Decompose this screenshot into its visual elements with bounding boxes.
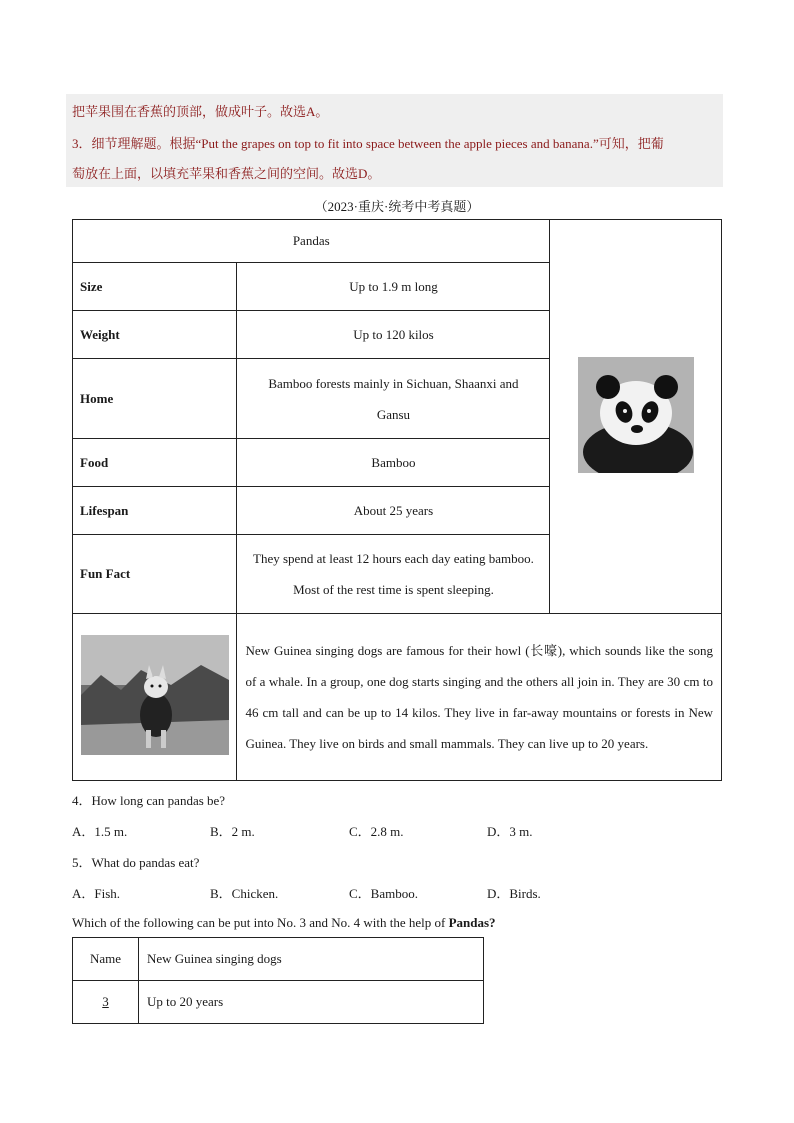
row-label-home: Home [73,359,237,439]
row-label-lifespan: Lifespan [73,487,237,535]
question-4-option-d[interactable]: D．3 m. [487,824,533,839]
question-5-option-d[interactable]: D．Birds. [487,886,541,901]
blank-cell [73,981,139,1024]
answer-explanation-box [66,94,723,187]
answer-line-1: 把苹果围在香蕉的顶部，做成叶子。故选A。 [72,104,329,119]
row-key-name: Name [73,938,139,981]
row-value-fun-fact: They spend at least 12 hours each day eating bamboo. Most of the rest time is spent sleeping. [237,535,550,614]
question-5-option-c[interactable]: C．Bamboo. [349,886,418,901]
row-label-fun-fact: Fun Fact [73,535,237,614]
question-6-stem [72,915,496,931]
dog-description: New Guinea singing dogs are famous for their howl (长嚎), which sounds like the song of a whale. In a group, one dog starts singing and the others all join in. They are 30 cm to 46 cm tall and can be up to 14 kilos. They live in far-away mountains or forests in New Guinea. They live on birds and small mammals. They can live up to 20 years. [237,614,722,781]
row-value-food: Bamboo [237,439,550,487]
pandas-table-title: Pandas [73,220,550,263]
question-6-stem-text: Which of the following can be put into No. 3 and No. 4 with the help of [72,915,449,930]
row-value-lifespan: About 25 years [237,487,550,535]
row-value-weight: Up to 120 kilos [237,311,550,359]
question-5-option-b[interactable]: B．Chicken. [210,886,279,901]
question-4-stem: 4．How long can pandas be? [72,793,226,808]
question-6-stem-bold: Pandas? [448,915,496,930]
row-value-name: New Guinea singing dogs [139,938,484,981]
row-value-size: Up to 1.9 m long [237,263,550,311]
exam-source: （2023·重庆·统考中考真题） [314,199,480,214]
question-5-stem: 5．What do pandas eat? [72,855,200,870]
question-4-option-b[interactable]: B．2 m. [210,824,255,839]
dog-image-cell [73,614,237,781]
answer-line-3: 萄放在上面，以填充苹果和香蕉之间的空间。故选D。 [72,166,381,181]
question-4-option-a[interactable]: A．1.5 m. [72,824,128,839]
row-value-home: Bamboo forests mainly in Sichuan, Shaanxi and Gansu [237,359,550,439]
singing-dogs-table [72,937,484,1024]
dog-image [81,635,229,755]
blank-number-3: 3 [102,994,109,1009]
question-4-option-c[interactable]: C．2.8 m. [349,824,404,839]
panda-image [578,357,694,473]
answer-line-2: 3．细节理解题。根据“Put the grapes on top to fit into space between the apple pieces and banana.”可知，把葡 [72,136,664,151]
panda-image-cell [550,220,722,614]
row-label-size: Size [73,263,237,311]
row-label-food: Food [73,439,237,487]
row-value-lifespan-dog: Up to 20 years [139,981,484,1024]
pandas-table [72,219,722,781]
question-5-option-a[interactable]: A．Fish. [72,886,121,901]
row-label-weight: Weight [73,311,237,359]
